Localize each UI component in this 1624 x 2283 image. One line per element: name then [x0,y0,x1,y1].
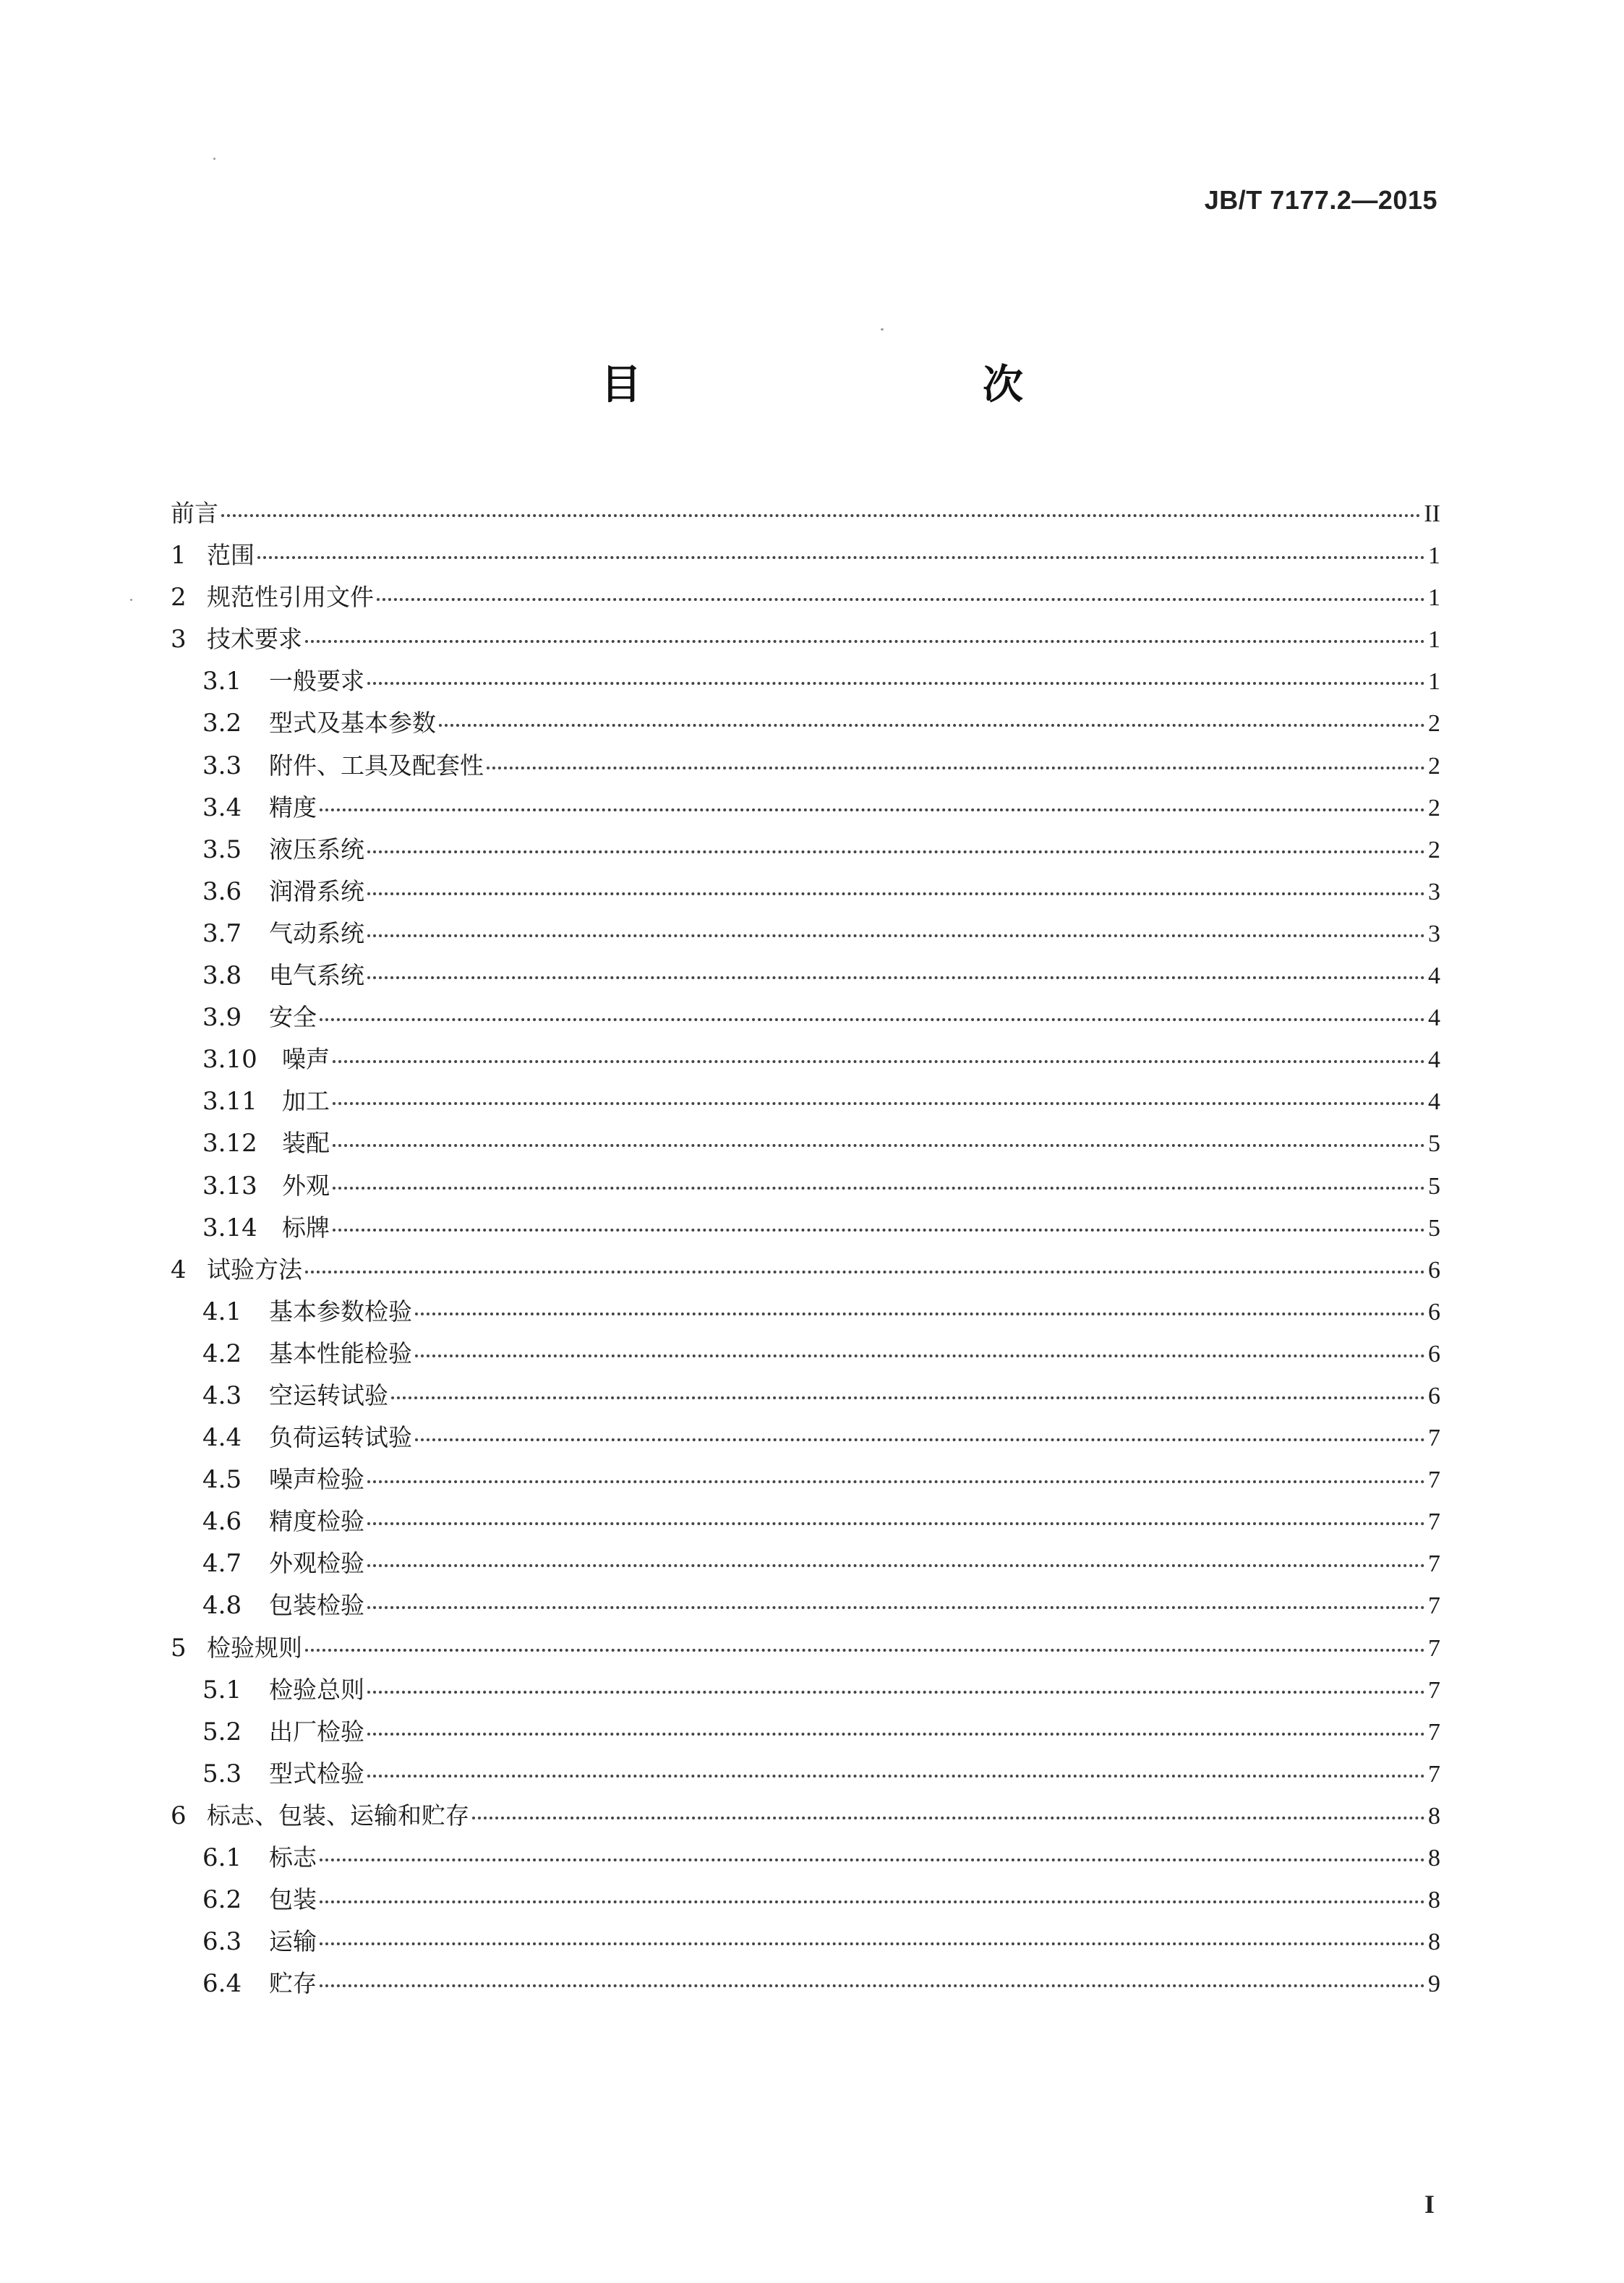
toc-entry-page: 5 [1428,1130,1440,1158]
toc-entry-title: 标志 [269,1843,317,1872]
scan-speck [881,328,884,330]
toc-dot-leader [320,808,1425,811]
toc-dot-leader [320,1859,1425,1861]
toc-entry[interactable] [171,1207,1440,1249]
toc-dot-leader [415,1354,1425,1357]
toc-entry-title: 技术要求 [207,625,302,654]
toc-entry[interactable] [171,1038,1440,1080]
toc-entry-page: 7 [1428,1760,1440,1788]
toc-dot-leader [305,1649,1425,1652]
toc-dot-leader [367,1606,1425,1609]
toc-entry-page: 7 [1428,1509,1440,1536]
toc-entry-number: 6.2 [202,1885,242,1915]
toc-entry-page: 9 [1428,1971,1440,1998]
toc-entry-title: 检验规则 [207,1633,302,1662]
toc-entry-number: 2 [171,583,187,613]
toc-entry-title: 润滑系统 [269,876,364,905]
toc-entry-title: 加工 [282,1087,330,1116]
toc-entry-page: 4 [1428,1004,1440,1032]
toc-dot-leader [320,1900,1425,1903]
toc-entry-number: 3.5 [202,835,242,864]
toc-dot-leader [415,1438,1425,1441]
toc-entry[interactable] [171,1417,1440,1459]
toc-entry-title: 空运转试验 [269,1381,388,1409]
toc-entry-number: 6.3 [202,1927,242,1957]
toc-dot-leader [320,1018,1425,1021]
toc-dot-leader [367,892,1425,895]
toc-entry-number: 3.10 [202,1045,257,1075]
toc-entry-page: 7 [1428,1425,1440,1452]
toc-dot-leader [221,514,1421,517]
toc-entry-page: 4 [1428,963,1440,990]
toc-entry-page: 4 [1428,1088,1440,1116]
toc-entry-number: 3.8 [202,961,242,991]
toc-entry-page: 2 [1428,710,1440,738]
toc-entry-page: 1 [1428,542,1440,570]
toc-entry-number: 3.3 [202,751,242,780]
toc-entry-number: 3.1 [202,667,242,696]
toc-dot-leader [367,1480,1425,1483]
toc-entry-page: 2 [1428,752,1440,780]
toc-entry-page: 1 [1428,626,1440,654]
toc-entry[interactable] [171,1542,1440,1584]
toc-entry-number: 3.4 [202,793,242,822]
toc-dot-leader [257,556,1425,559]
toc-entry-page: 7 [1428,1634,1440,1662]
toc-entry[interactable] [171,1459,1440,1501]
toc-entry-number: 5.1 [202,1675,242,1704]
toc-entry-page: 7 [1428,1592,1440,1620]
toc-entry-title: 检验总则 [269,1675,364,1704]
toc-entry-number: 3.11 [202,1087,257,1117]
toc-entry-title: 液压系统 [269,835,364,863]
toc-entry-title: 电气系统 [269,961,364,990]
toc-entry-number: 3.9 [202,1003,242,1033]
toc-entry-title: 噪声检验 [269,1465,364,1494]
toc-entry-page: 6 [1428,1340,1440,1367]
toc-dot-leader [320,1984,1425,1987]
toc-entry-page: II [1424,500,1440,527]
toc-entry-number: 3.12 [202,1129,257,1158]
standard-code: JB/T 7177.2—2015 [1204,185,1437,215]
toc-entry[interactable] [171,829,1440,871]
toc-dot-leader [415,1313,1425,1315]
toc-entry-number: 4.6 [202,1507,242,1537]
toc-dot-leader [333,1102,1425,1105]
toc-entry-title: 标牌 [282,1213,330,1242]
toc-entry-title: 出厂检验 [269,1717,364,1746]
toc-entry-title: 外观 [282,1171,330,1200]
toc-entry-title: 型式检验 [269,1759,364,1788]
toc-entry-page: 7 [1428,1467,1440,1494]
toc-entry-number: 3.2 [202,709,242,738]
toc-dot-leader [367,976,1425,979]
toc-entry-page: 8 [1428,1802,1440,1830]
toc-entry-number: 3.13 [202,1171,257,1200]
toc-entry-page: 3 [1428,878,1440,905]
toc-entry-title: 精度 [269,793,317,822]
toc-dot-leader [305,1271,1425,1273]
toc-entry-title: 基本参数检验 [269,1297,412,1326]
toc-entry-number: 5 [171,1633,187,1663]
toc-entry[interactable] [171,534,1440,576]
toc-entry-number: 6.1 [202,1843,242,1872]
toc-entry-title: 试验方法 [207,1255,302,1284]
toc-dot-leader [367,1564,1425,1567]
toc-dot-leader [439,724,1425,727]
toc-entry-title: 精度检验 [269,1507,364,1536]
toc-entry-number: 3.7 [202,918,242,948]
toc-entry-number: 6.4 [202,1969,242,1999]
toc-entry[interactable] [171,576,1440,618]
toc-entry[interactable] [171,1080,1440,1122]
toc-entry[interactable] [171,1249,1440,1291]
table-of-contents [171,492,1440,2005]
toc-dot-leader [320,1942,1425,1945]
toc-entry[interactable] [171,871,1440,913]
toc-entry-page: 5 [1428,1214,1440,1242]
toc-entry[interactable] [171,1627,1440,1669]
toc-dot-leader [367,1522,1425,1525]
toc-entry-title: 规范性引用文件 [207,583,374,612]
toc-entry-number: 4.7 [202,1549,242,1579]
toc-entry-title: 型式及基本参数 [269,709,436,738]
toc-entry-page: 1 [1428,584,1440,612]
toc-entry-number: 3.6 [202,876,242,906]
toc-entry-page: 6 [1428,1382,1440,1409]
toc-dot-leader [367,1691,1425,1694]
toc-entry-number: 4.4 [202,1423,242,1453]
toc-entry-number: 4.8 [202,1591,242,1621]
toc-entry[interactable] [171,492,1440,534]
toc-entry-title: 装配 [282,1129,330,1158]
toc-dot-leader [472,1817,1425,1819]
toc-entry-page: 2 [1428,836,1440,863]
toc-entry[interactable] [171,618,1440,660]
toc-entry[interactable] [171,1165,1440,1207]
page-number: I [1424,2190,1435,2219]
toc-entry-title: 标志、包装、运输和贮存 [207,1801,469,1830]
toc-entry-page: 5 [1428,1172,1440,1200]
toc-entry[interactable] [171,1963,1440,2005]
toc-entry-page: 8 [1428,1929,1440,1956]
toc-entry[interactable] [171,997,1440,1038]
toc-dot-leader [367,850,1425,853]
toc-entry-page: 7 [1428,1718,1440,1746]
toc-entry[interactable] [171,1795,1440,1837]
toc-dot-leader [367,1775,1425,1778]
toc-entry-title: 范围 [207,541,255,570]
toc-entry-title: 外观检验 [269,1549,364,1578]
toc-dot-leader [367,1733,1425,1736]
toc-entry-number: 4.2 [202,1339,242,1368]
toc-entry-page: 8 [1428,1845,1440,1872]
toc-entry-title: 附件、工具及配套性 [269,751,484,780]
toc-entry-page: 6 [1428,1256,1440,1284]
toc-dot-leader [333,1060,1425,1063]
toc-entry-page: 7 [1428,1676,1440,1704]
toc-entry[interactable] [171,787,1440,829]
toc-entry-page: 4 [1428,1046,1440,1074]
toc-entry-page: 8 [1428,1887,1440,1914]
toc-dot-leader [333,1187,1425,1190]
toc-entry[interactable] [171,1921,1440,1963]
toc-dot-leader [333,1229,1425,1232]
toc-entry-title: 噪声 [282,1045,330,1074]
toc-entry[interactable] [171,1711,1440,1753]
toc-entry-number: 4.1 [202,1297,242,1326]
toc-entry[interactable] [171,1291,1440,1333]
toc-entry-title: 基本性能检验 [269,1339,412,1367]
scan-speck [130,599,132,601]
toc-entry-page: 6 [1428,1298,1440,1326]
toc-entry[interactable] [171,955,1440,997]
toc-entry-page: 2 [1428,794,1440,822]
toc-entry[interactable] [171,702,1440,744]
toc-entry-page: 3 [1428,920,1440,947]
toc-entry[interactable] [171,1584,1440,1626]
toc-entry-title: 气动系统 [269,918,364,947]
toc-entry[interactable] [171,1669,1440,1711]
toc-entry-title: 运输 [269,1927,317,1956]
toc-entry[interactable] [171,913,1440,955]
toc-dot-leader [367,682,1425,685]
toc-entry-title: 负荷运转试验 [269,1423,412,1452]
toc-entry[interactable] [171,1333,1440,1375]
page-title: 目 次 [601,362,1110,409]
toc-entry-number: 4.3 [202,1381,242,1410]
toc-entry-number: 5.3 [202,1759,242,1788]
toc-entry-number: 1 [171,541,187,571]
toc-dot-leader [305,640,1425,643]
toc-entry[interactable] [171,745,1440,787]
toc-entry[interactable] [171,1753,1440,1795]
toc-entry-number: 4.5 [202,1465,242,1495]
toc-entry[interactable] [171,1501,1440,1542]
toc-entry-number: 3 [171,625,187,654]
toc-entry-title: 安全 [269,1003,317,1032]
toc-entry-page: 1 [1428,668,1440,696]
toc-entry[interactable] [171,1375,1440,1417]
toc-entry-title: 前言 [171,499,218,527]
toc-entry[interactable] [171,1837,1440,1879]
toc-dot-leader [487,767,1425,769]
toc-entry-title: 贮存 [269,1969,317,1998]
toc-entry-page: 7 [1428,1550,1440,1578]
toc-entry-title: 包装检验 [269,1591,364,1620]
toc-entry-number: 6 [171,1801,187,1830]
toc-dot-leader [377,598,1425,601]
toc-entry[interactable] [171,660,1440,702]
toc-entry[interactable] [171,1122,1440,1164]
toc-dot-leader [367,934,1425,937]
toc-entry[interactable] [171,1879,1440,1921]
scan-speck [213,158,215,160]
toc-entry-number: 3.14 [202,1213,257,1242]
toc-entry-title: 包装 [269,1885,317,1914]
toc-entry-number: 4 [171,1255,187,1284]
toc-entry-title: 一般要求 [269,667,364,696]
toc-dot-leader [333,1144,1425,1147]
toc-dot-leader [391,1396,1425,1399]
toc-entry-number: 5.2 [202,1717,242,1746]
